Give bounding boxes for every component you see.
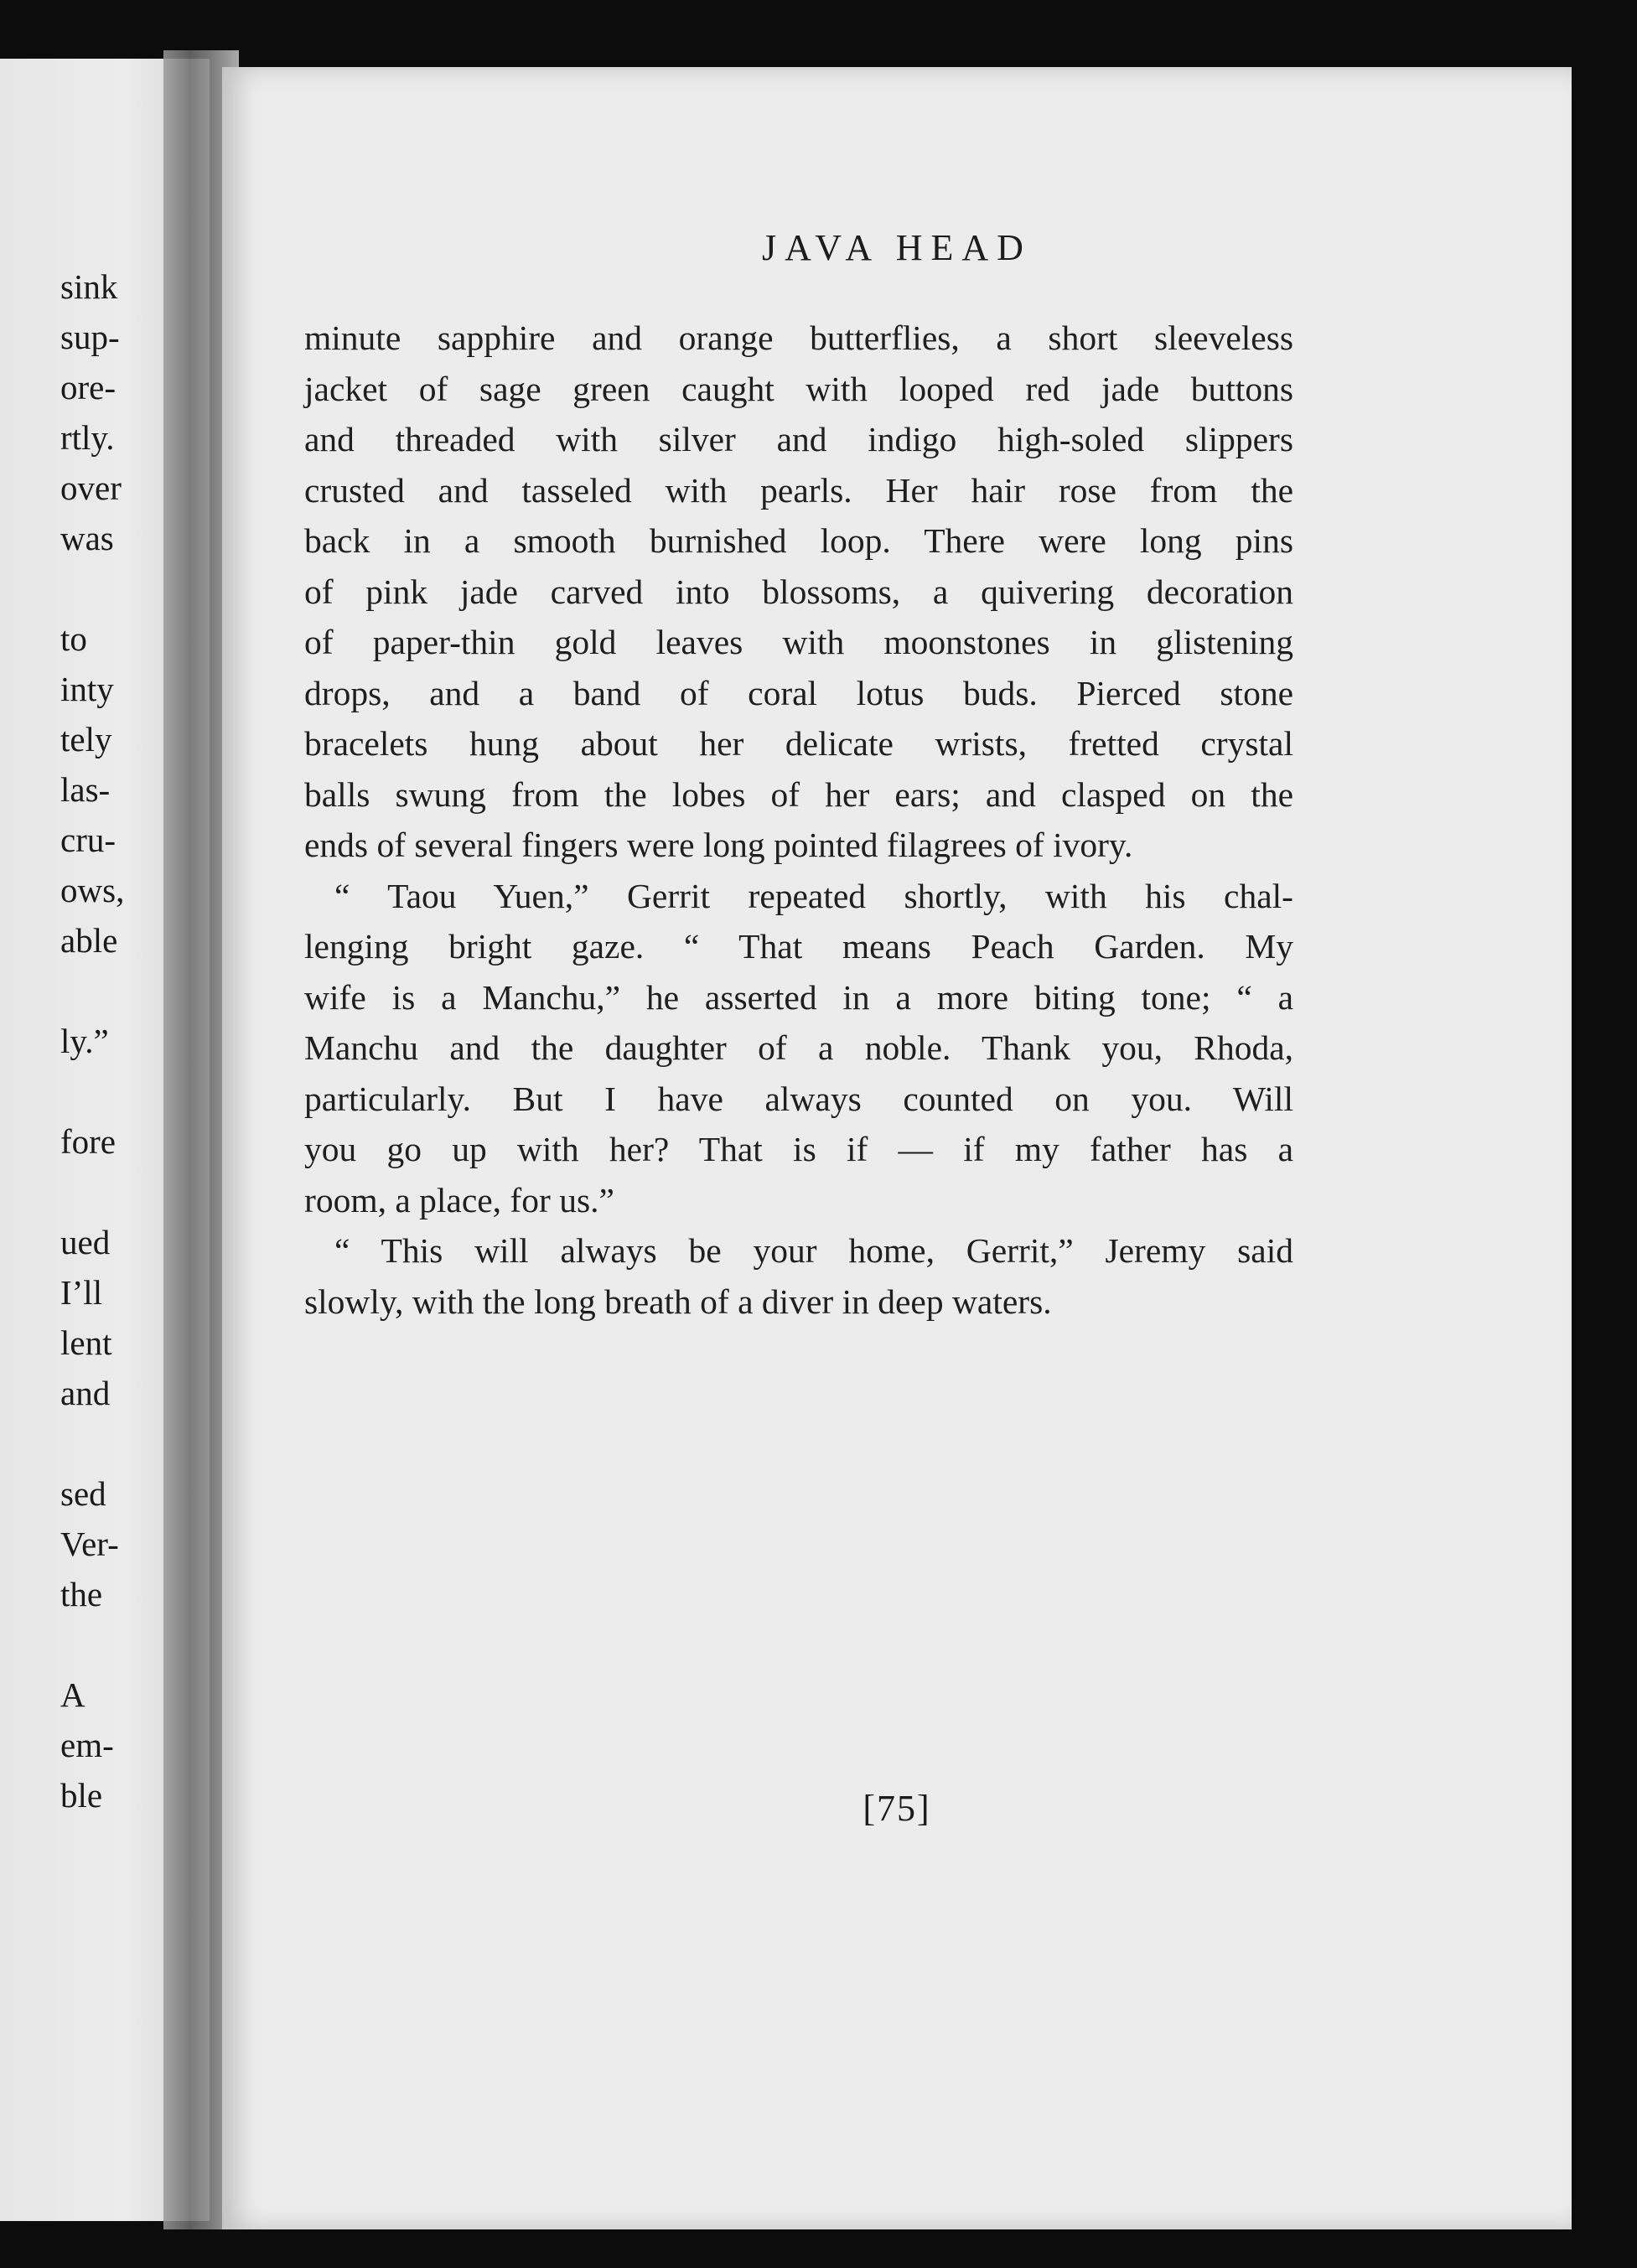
previous-page-line: able — [60, 921, 118, 960]
paragraph — [304, 871, 1293, 1226]
paragraph — [304, 313, 1293, 871]
previous-page-line: Ver- — [60, 1525, 119, 1563]
body-text — [304, 313, 1293, 1327]
previous-page-line: inty — [60, 670, 114, 708]
text-line: jacket of sage green caught with looped red jade buttons — [304, 369, 1293, 408]
previous-page-line: to — [60, 619, 87, 658]
previous-page-line: and — [60, 1374, 111, 1412]
previous-page-line: ows, — [60, 871, 125, 909]
page-number: [75] — [863, 1788, 931, 1829]
previous-page-line: was — [60, 519, 114, 557]
previous-page-line: sed — [60, 1474, 106, 1513]
previous-page-line: ble — [60, 1776, 103, 1815]
previous-page-line: sup- — [60, 318, 120, 356]
text-line: balls swung from the lobes of her ears; and clasped on the — [304, 774, 1293, 814]
previous-page-line: I’ll — [60, 1273, 103, 1312]
current-page — [222, 67, 1572, 2229]
previous-page-line: over — [60, 469, 122, 507]
previous-page-line: fore — [60, 1122, 117, 1161]
text-line: of pink jade carved into blossoms, a quivering decoration — [304, 572, 1293, 611]
previous-page-line: A — [60, 1675, 85, 1714]
text-line: drops, and a band of coral lotus buds. Pierced stone — [304, 673, 1293, 712]
previous-page-line: las- — [60, 770, 111, 809]
text-line: back in a smooth burnished loop. There were long pins — [304, 521, 1293, 560]
previous-page-line: ued — [60, 1223, 111, 1261]
previous-page-line: em- — [60, 1726, 114, 1764]
text-line: bracelets hung about her delicate wrists, fretted crystal — [304, 724, 1293, 763]
text-line: “ This will always be your home, Gerrit,” Jeremy said — [334, 1231, 1293, 1270]
text-line: slowly, with the long breath of a diver in deep waters. — [304, 1282, 1052, 1321]
text-line: of paper-thin gold leaves with moonstones in glistening — [304, 623, 1293, 661]
text-line: ends of several fingers were long pointed filagrees of ivory. — [304, 826, 1133, 864]
text-line: and threaded with silver and indigo high-soled slippers — [304, 420, 1293, 458]
previous-page-line: rtly. — [60, 418, 115, 457]
text-line: Manchu and the daughter of a noble. Thank you, Rhoda, — [304, 1028, 1293, 1067]
previous-page-line: tely — [60, 720, 112, 759]
previous-page-line: ly.” — [60, 1022, 109, 1060]
text-line: minute sapphire and orange butterflies, a short sleeveless — [304, 318, 1293, 357]
previous-page-line: sink — [60, 267, 118, 306]
previous-page-line: the — [60, 1575, 103, 1613]
text-line: lenging bright gaze. “ That means Peach Garden. My — [304, 927, 1293, 966]
text-line: room, a place, for us.” — [304, 1180, 614, 1219]
text-line: “ Taou Yuen,” Gerrit repeated shortly, with his chal- — [334, 876, 1293, 915]
text-line: crusted and tasseled with pearls. Her hair rose from the — [304, 470, 1293, 510]
previous-page-line: lent — [60, 1323, 112, 1362]
previous-page-line: cru- — [60, 821, 117, 859]
paragraph — [304, 1225, 1293, 1327]
running-head: JAVA HEAD — [762, 227, 1032, 268]
text-line: wife is a Manchu,” he asserted in a more biting tone; “ a — [304, 977, 1293, 1017]
text-line: particularly. But I have always counted on you. Will — [304, 1079, 1293, 1118]
text-line: you go up with her? That is if — if my father has a — [304, 1130, 1293, 1168]
previous-page-line: ore- — [60, 368, 117, 406]
